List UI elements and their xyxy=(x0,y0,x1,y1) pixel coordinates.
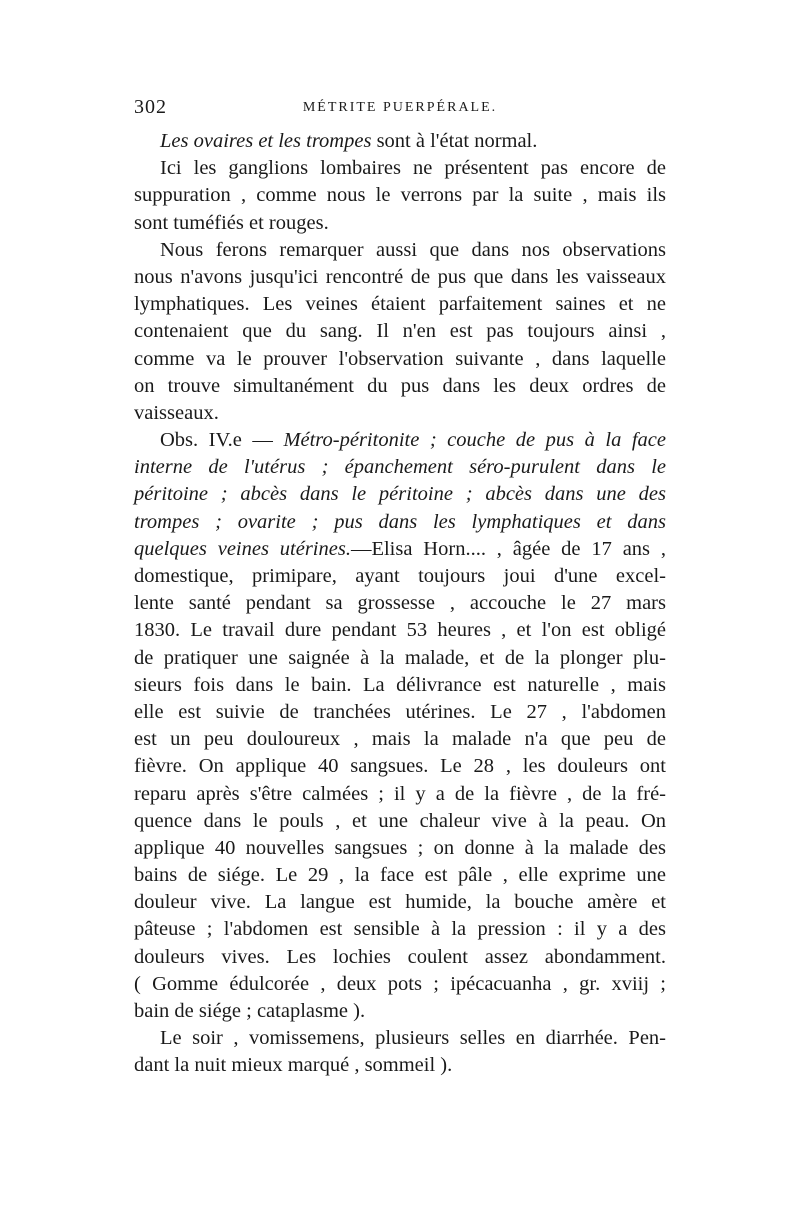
text-line: dant la nuit mieux marqué , sommeil ). xyxy=(134,1054,453,1077)
text-line: suppuration , comme nous le verrons par la suite , mais ils xyxy=(134,184,666,207)
roman-span: Obs. IV.e — xyxy=(160,429,284,452)
text-line: Nous ferons remarquer aussi que dans nos observations xyxy=(160,238,666,261)
text-line: applique 40 nouvelles sangsues ; on donne à la malade des xyxy=(134,836,666,859)
text-line: sieurs fois dans le bain. La délivrance est naturelle , mais xyxy=(134,673,666,696)
text-line: péritoine ; abcès dans le péritoine ; abcès dans une des xyxy=(134,483,666,506)
roman-span: —Elisa Horn.... , âgée de 17 ans , xyxy=(350,537,667,560)
text-line: Ici les ganglions lombaires ne présentent pas encore de xyxy=(160,157,666,180)
italic-span: Métro-péritonite ; couche de pus à la face xyxy=(283,429,666,452)
text-line: lente santé pendant sa grossesse , accouche le 27 mars xyxy=(134,592,666,615)
text-line: elle est suivie de tranchées utérines. Le 27 , l'abdomen xyxy=(134,700,666,723)
text-line xyxy=(134,536,666,563)
text-line: ( Gomme édulcorée , deux pots ; ipécacuanha , gr. xviij ; xyxy=(134,972,666,995)
text-line: trompes ; ovarite ; pus dans les lymphatiques et dans xyxy=(134,510,666,533)
text-line: on trouve simultanément du pus dans les deux ordres de xyxy=(134,374,666,397)
text-line xyxy=(134,128,666,155)
text-line: sont tuméfiés et rouges. xyxy=(134,211,329,234)
text-line: reparu après s'être calmées ; il y a de la fièvre , de la fré- xyxy=(134,782,666,805)
text-line: douleurs vives. Les lochies coulent assez abondamment. xyxy=(134,945,666,968)
italic-span: Les ovaires et les trompes xyxy=(160,130,372,152)
text-line: de pratiquer une saignée à la malade, et de la plonger plu- xyxy=(134,646,666,669)
running-title: MÉTRITE PUERPÉRALE. xyxy=(302,100,498,115)
text-line: lymphatiques. Les veines étaient parfaitement saines et ne xyxy=(134,293,666,316)
page-number: 302 xyxy=(134,96,167,118)
running-head xyxy=(134,96,666,120)
text-line: vaisseaux. xyxy=(134,401,219,424)
text-line: contenaient que du sang. Il n'en est pas toujours ainsi , xyxy=(134,320,666,343)
text-line: est un peu douloureux , mais la malade n'a que peu de xyxy=(134,728,666,751)
text-line: comme va le prouver l'observation suivante , dans laquelle xyxy=(134,347,666,370)
italic-span: quelques veines utérines. xyxy=(134,537,351,560)
text-line: fièvre. On applique 40 sangsues. Le 28 , les douleurs ont xyxy=(134,755,666,778)
text-line: bains de siége. Le 29 , la face est pâle , elle exprime une xyxy=(134,864,666,887)
body-text xyxy=(134,128,666,1080)
text-line: quence dans le pouls , et une chaleur vive à la peau. On xyxy=(134,809,666,832)
text-line: Le soir , vomissemens, plusieurs selles en diarrhée. Pen- xyxy=(160,1027,666,1050)
text-line: douleur vive. La langue est humide, la bouche amère et xyxy=(134,891,666,914)
text-line: interne de l'utérus ; épanchement séro-purulent dans le xyxy=(134,456,666,479)
text-line: domestique, primipare, ayant toujours joui d'une excel- xyxy=(134,565,666,587)
text-line: bain de siége ; cataplasme ). xyxy=(134,1000,366,1022)
text-line: nous n'avons jusqu'ici rencontré de pus que dans les vaisseaux xyxy=(134,265,666,288)
roman-span: sont à l'état normal. xyxy=(371,130,538,152)
observation-heading xyxy=(134,427,666,454)
text-line: pâteuse ; l'abdomen est sensible à la pression : il y a des xyxy=(134,918,666,941)
text-line: 1830. Le travail dure pendant 53 heures , et l'on est obligé xyxy=(134,619,666,642)
